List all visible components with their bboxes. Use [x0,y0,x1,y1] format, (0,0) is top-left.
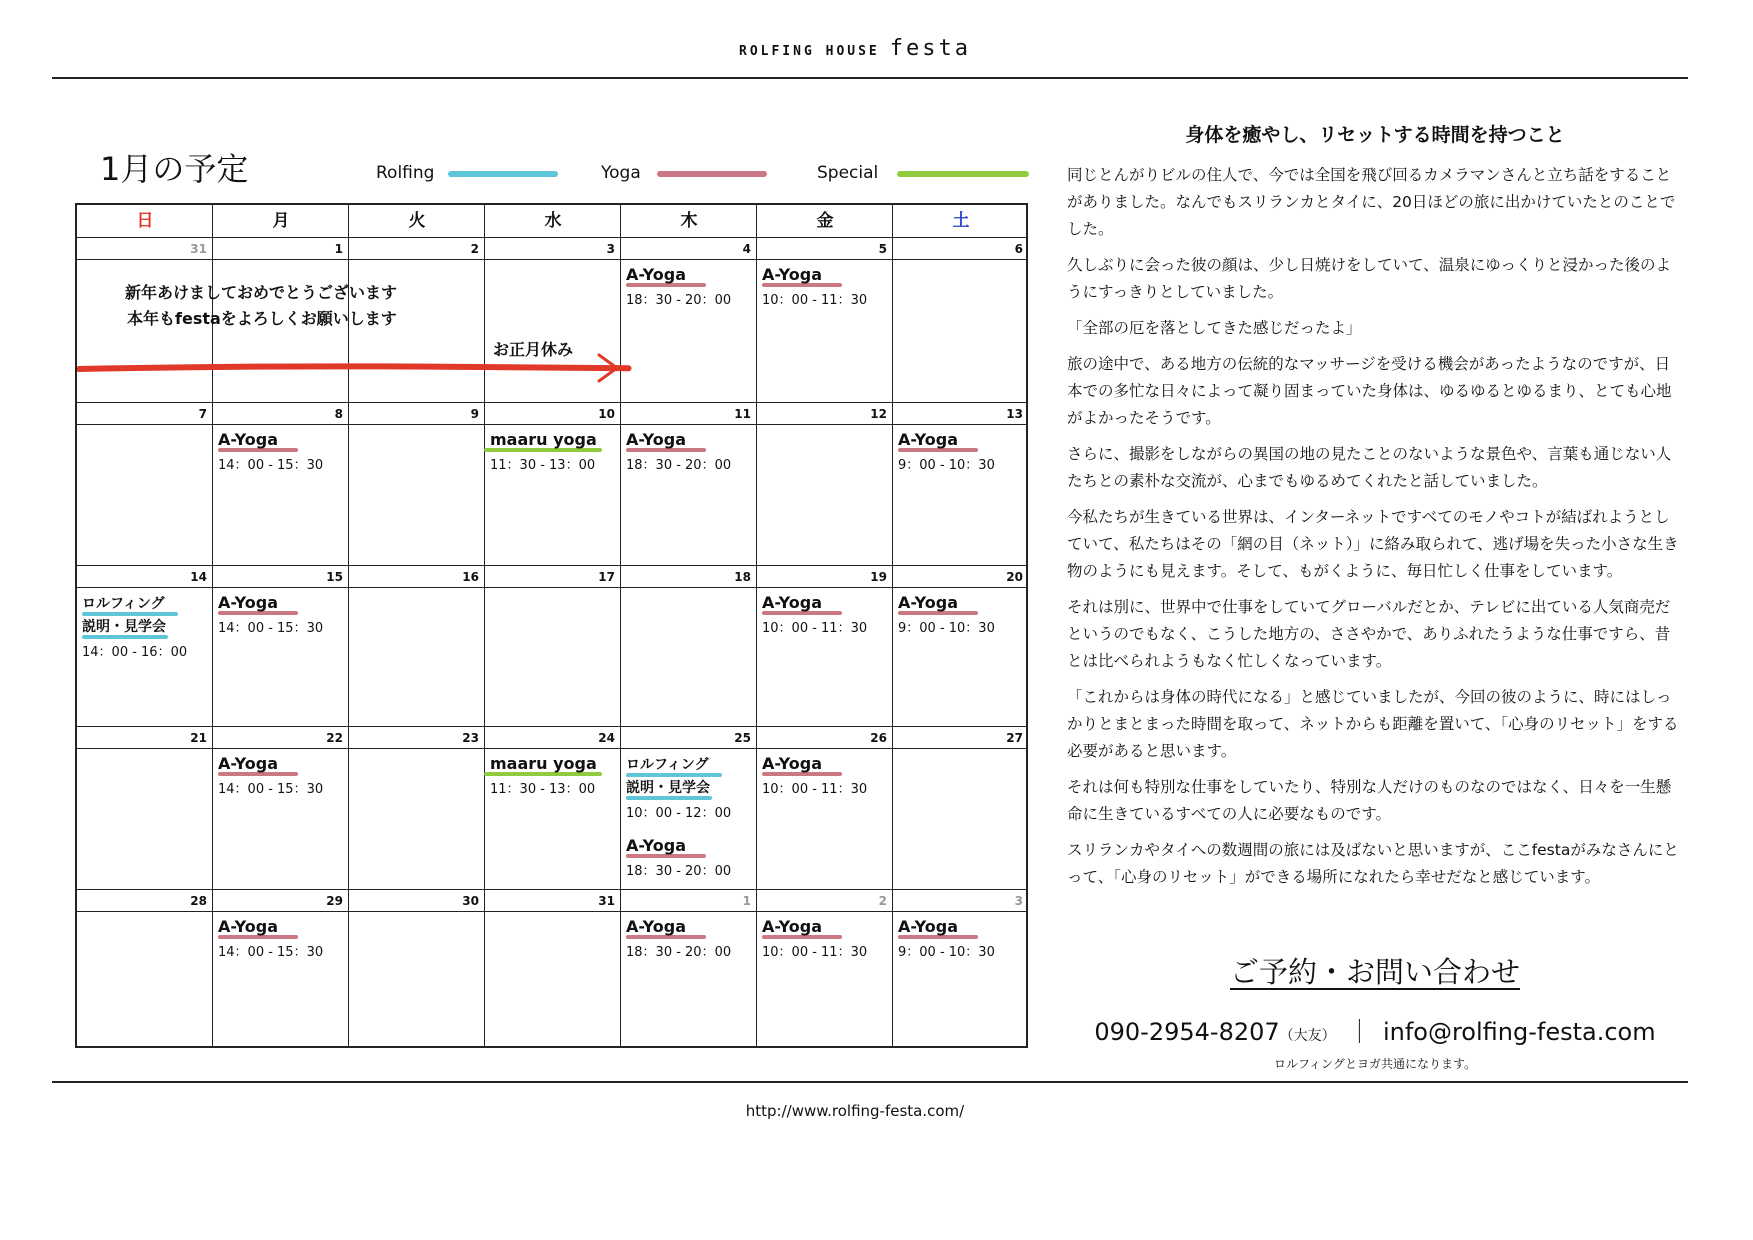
event-title: A-Yoga [218,593,279,612]
event-time: 10：00 - 11：30 [762,293,868,308]
legend-swatch-yoga [657,171,767,177]
essay-paragraph: 同じとんがりビルの住人で、今では全国を飛び回るカメラマンさんと立ち話をすることがありました。なんでもスリランカとタイに、20日ほどの旅に出かけていたとのことでした。 [1067,166,1676,238]
event-title: A-Yoga [898,430,959,449]
day-number: 9 [470,407,479,421]
calendar-event[interactable] [626,430,731,473]
calendar-grid [75,203,1028,1048]
day-number: 23 [462,731,479,745]
weekday-header: 月 [272,211,290,231]
bottom-divider [52,1081,1688,1083]
event-subtitle: 説明・見学会 [626,780,710,796]
day-number: 10 [598,407,615,421]
holiday-label: お正月休み [493,340,574,359]
day-number: 21 [190,731,207,745]
essay-paragraph: 久しぶりに会った彼の顔は、少し日焼けをしていて、温泉にゆっくりと浸かった後のようにすっきりとしていました。 [1067,256,1672,301]
event-time: 14：00 - 15：30 [218,621,324,636]
brand-header [0,36,1710,61]
weekday-header: 火 [408,211,426,231]
brand-big: festa [889,36,971,61]
event-title: ロルフィング [82,596,165,612]
new-year-line: 新年あけましておめでとうございます [125,283,398,302]
day-number: 31 [190,242,207,256]
day-number: 2 [470,242,479,256]
day-number: 1 [742,894,751,908]
event-time: 9：00 - 10：30 [898,621,995,636]
event-time: 10：00 - 12：00 [626,806,732,821]
event-time: 14：00 - 15：30 [218,945,324,960]
weekday-header: 水 [544,211,562,231]
calendar-event[interactable] [762,917,867,960]
legend-swatch-rolfing [448,171,558,177]
weekday-header: 土 [952,211,970,231]
day-number: 22 [326,731,343,745]
phone-number[interactable]: 090-2954-8207 [1094,1018,1280,1046]
essay-paragraph: さらに、撮影をしながらの異国の地の見たことのないような景色や、言葉も通じない人たちとの素朴な交流が、心までもゆるめてくれたと話していました。 [1067,445,1672,490]
day-number: 31 [598,894,615,908]
holiday-arrow [77,349,637,389]
day-number: 5 [878,242,887,256]
event-title: A-Yoga [898,593,959,612]
contact-heading [1067,950,1683,991]
event-title: A-Yoga [762,917,823,936]
day-number: 3 [1014,894,1023,908]
calendar-event[interactable] [626,836,731,879]
day-number: 7 [198,407,207,421]
day-number: 19 [870,570,887,584]
event-title: A-Yoga [626,265,687,284]
contact-note: ロルフィングとヨガ共通になります。 [1273,1057,1477,1071]
new-year-message [77,280,621,332]
event-title: ロルフィング [626,757,709,773]
grid-vline [892,205,893,1046]
weekday-header: 木 [680,211,698,231]
day-number: 30 [462,894,479,908]
day-number: 28 [190,894,207,908]
calendar-event[interactable] [762,593,867,636]
essay-heading: 身体を癒やし、リセットする時間を持つこと [1185,124,1565,146]
event-title: A-Yoga [762,754,823,773]
calendar-event[interactable] [898,430,995,473]
event-title: A-Yoga [218,754,279,773]
day-number: 18 [734,570,751,584]
calendar-event[interactable] [218,754,323,797]
calendar-event[interactable] [626,917,731,960]
event-title: A-Yoga [626,917,687,936]
day-number: 24 [598,731,615,745]
weekday-header: 金 [816,211,834,231]
event-title: A-Yoga [218,917,279,936]
day-number: 13 [1006,407,1023,421]
arrow-shaft [79,366,629,369]
day-number: 3 [606,242,615,256]
event-title: maaru yoga [490,430,597,449]
calendar-event[interactable] [898,593,995,636]
event-time: 14：00 - 15：30 [218,782,324,797]
event-title: A-Yoga [898,917,959,936]
calendar-event[interactable] [762,754,867,797]
calendar-event[interactable] [218,430,323,473]
event-time: 10：00 - 11：30 [762,782,868,797]
footer-url[interactable]: http://www.rolfing-festa.com/ [745,1102,965,1120]
legend-label-special: Special [817,163,879,183]
brand-small: ROLFING HOUSE [739,44,880,59]
calendar-event[interactable] [898,917,995,960]
event-title: A-Yoga [218,430,279,449]
event-title: A-Yoga [762,265,823,284]
event-time: 14：00 - 16：00 [82,645,188,660]
day-number: 27 [1006,731,1023,745]
day-number: 26 [870,731,887,745]
contact-heading-text: ご予約・お問い合わせ [1229,955,1520,989]
day-number: 1 [334,242,343,256]
contact-line [1067,1012,1683,1047]
event-time: 18：30 - 20：00 [626,293,732,308]
day-number: 8 [334,407,343,421]
event-time: 10：00 - 11：30 [762,621,868,636]
day-number: 16 [462,570,479,584]
event-title: A-Yoga [626,430,687,449]
event-title: A-Yoga [626,836,687,855]
event-time: 18：30 - 20：00 [626,945,732,960]
essay-paragraph: それは何も特別な仕事をしていたり、特別な人だけのものなのではなく、日々を一生懸命に生きているすべての人に必要なものです。 [1067,778,1672,823]
day-number: 25 [734,731,751,745]
legend-label-yoga: Yoga [601,163,641,183]
calendar-title: 1月の予定 [100,150,249,188]
contact-person: （大友） [1279,1028,1336,1044]
essay-paragraph: 今私たちが生きている世界は、インターネットですべてのモノやコトが結ばれようとしていて、私たちはその「網の目（ネット）」に絡み取られて、逃げ場を失った小さな生き物のようにも見えます。そして、もがくように、毎日忙しく仕事をしています。 [1067,508,1679,580]
event-time: 18：30 - 20：00 [626,864,732,879]
day-number: 14 [190,570,207,584]
weekday-header: 日 [136,211,154,231]
day-number: 20 [1006,570,1023,584]
calendar-event[interactable] [626,754,731,821]
contact-separator: ｜ [1347,1018,1372,1046]
calendar-event[interactable] [626,265,731,308]
grid-vline [756,205,757,1046]
essay-paragraph: 「これからは身体の時代になる」と感じていましたが、今回の彼のように、時にはしっかりとまとまった時間を取って、ネットからも距離を置いて、「心身のリセット」をする必要があると思います。 [1067,688,1679,760]
calendar-event[interactable] [218,917,323,960]
calendar-event[interactable] [82,593,187,660]
event-title: maaru yoga [490,754,597,773]
event-time: 9：00 - 10：30 [898,458,995,473]
essay-paragraph: スリランカやタイへの数週間の旅には及ばないと思いますが、ここfestaがみなさんにとって、「心身のリセット」ができる場所になれたら幸せだなと感じています。 [1067,841,1679,886]
event-time: 10：00 - 11：30 [762,945,868,960]
event-time: 9：00 - 10：30 [898,945,995,960]
calendar-event[interactable] [490,754,602,797]
legend-swatch-special [897,171,1029,177]
day-number: 11 [734,407,751,421]
day-number: 12 [870,407,887,421]
day-number: 4 [742,242,751,256]
event-title: A-Yoga [762,593,823,612]
day-number: 2 [878,894,887,908]
event-time: 18：30 - 20：00 [626,458,732,473]
event-time: 14：00 - 15：30 [218,458,324,473]
day-number: 15 [326,570,343,584]
calendar-event[interactable] [762,265,867,308]
event-time: 11：30 - 13：00 [490,782,596,797]
essay-paragraph: 旅の途中で、ある地方の伝統的なマッサージを受ける機会があったようなのですが、日本での多忙な日々によって凝り固まっていた身体は、ゆるゆるとゆるまり、とても心地がよかったそうです。 [1067,355,1672,427]
essay-paragraph: それは別に、世界中で仕事をしていてグローバルだとか、テレビに出ている人気商売だというのでもなく、こうした地方の、ささやかで、ありふれたうような仕事ですら、昔とは比べられようもなく忙しくなっています。 [1067,598,1671,670]
top-divider [52,77,1688,79]
calendar-event[interactable] [490,430,602,473]
essay-body [1067,162,1683,900]
new-year-line: 本年もfestaをよろしくお願いします [127,309,397,328]
calendar-event[interactable] [218,593,323,636]
day-number: 17 [598,570,615,584]
email-link[interactable]: info@rolfing-festa.com [1382,1018,1656,1046]
event-time: 11：30 - 13：00 [490,458,596,473]
day-number: 6 [1014,242,1023,256]
day-number: 29 [326,894,343,908]
event-subtitle: 説明・見学会 [82,619,166,635]
legend-label-rolfing: Rolfing [376,163,435,183]
essay-paragraph: 「全部の厄を落としてきた感じだったよ」 [1067,319,1362,337]
